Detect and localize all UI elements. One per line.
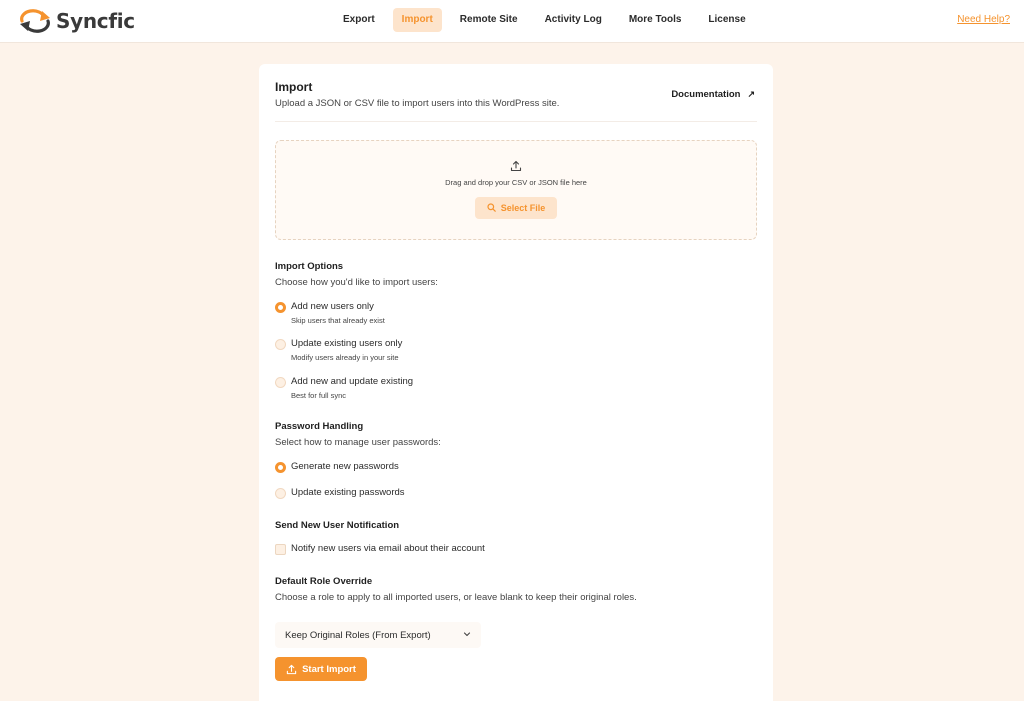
option-label: Update existing passwords [291,487,405,498]
nav-export[interactable]: Export [343,14,375,25]
option-label: Add new and update existing [291,376,414,387]
upload-icon [510,159,522,177]
documentation-label: Documentation [671,89,741,100]
role-override-section [275,576,757,641]
brand-name: Syncfic [56,9,135,33]
option-add-new-users[interactable] [275,301,385,325]
role-select-value: Keep Original Roles (From Export) [285,629,431,641]
dropzone-text: Drag and drop your CSV or JSON file here [445,178,587,187]
main-nav [334,8,764,32]
option-description: Skip users that already exist [291,316,385,325]
need-help-link[interactable]: Need Help? [957,14,1010,25]
option-generate-passwords[interactable] [275,461,399,473]
nav-license[interactable]: License [708,14,746,25]
notify-users-checkbox[interactable] [275,544,286,555]
page-title: Import [275,80,313,94]
documentation-link[interactable] [671,89,755,100]
nav-more-tools[interactable]: More Tools [628,14,682,25]
nav-import[interactable]: Import [393,8,442,32]
start-import-label: Start Import [302,663,356,675]
start-import-button[interactable] [275,657,367,681]
page-subtitle: Upload a JSON or CSV file to import users into this WordPress site. [275,98,560,109]
option-update-existing-users[interactable] [275,338,402,362]
external-arrow-icon: ↗ [747,89,755,99]
option-label: Add new users only [291,301,374,312]
select-file-button[interactable] [475,197,557,219]
password-handling-title: Password Handling [275,421,364,432]
file-dropzone[interactable] [275,140,757,240]
radio-add-new-users[interactable] [275,302,286,313]
option-description: Best for full sync [291,391,347,400]
option-label: Update existing users only [291,338,403,349]
search-icon [487,203,496,214]
notification-title: Send New User Notification [275,520,400,531]
import-options-description: Choose how you'd like to import users: [275,277,438,288]
radio-generate-passwords[interactable] [275,462,286,473]
import-card [259,64,773,701]
role-override-description: Choose a role to apply to all imported users, or leave blank to keep their original roles. [275,592,637,603]
notify-users-label: Notify new users via email about their account [291,543,485,554]
header-divider [275,121,757,122]
sync-logo-icon [18,9,52,33]
import-options-title: Import Options [275,261,344,272]
radio-update-passwords[interactable] [275,488,286,499]
nav-remote-site[interactable]: Remote Site [459,14,518,25]
option-label: Generate new passwords [291,461,399,472]
brand-logo[interactable] [18,8,135,34]
option-add-and-update[interactable] [275,376,413,400]
nav-activity-log[interactable]: Activity Log [544,14,602,25]
option-description: Modify users already in your site [291,353,399,362]
chevron-down-icon [463,630,471,641]
notification-section [275,520,757,554]
top-bar [0,0,1024,43]
password-handling-section [275,421,757,498]
upload-icon [286,664,297,675]
notify-users-option[interactable] [275,543,485,555]
password-handling-description: Select how to manage user passwords: [275,437,441,448]
option-update-passwords[interactable] [275,487,405,499]
card-header [275,80,757,109]
role-override-title: Default Role Override [275,576,373,587]
select-file-label: Select File [500,203,546,213]
import-options-section [275,261,757,400]
radio-add-and-update[interactable] [275,377,286,388]
role-select[interactable] [275,622,481,648]
radio-update-existing-users[interactable] [275,339,286,350]
